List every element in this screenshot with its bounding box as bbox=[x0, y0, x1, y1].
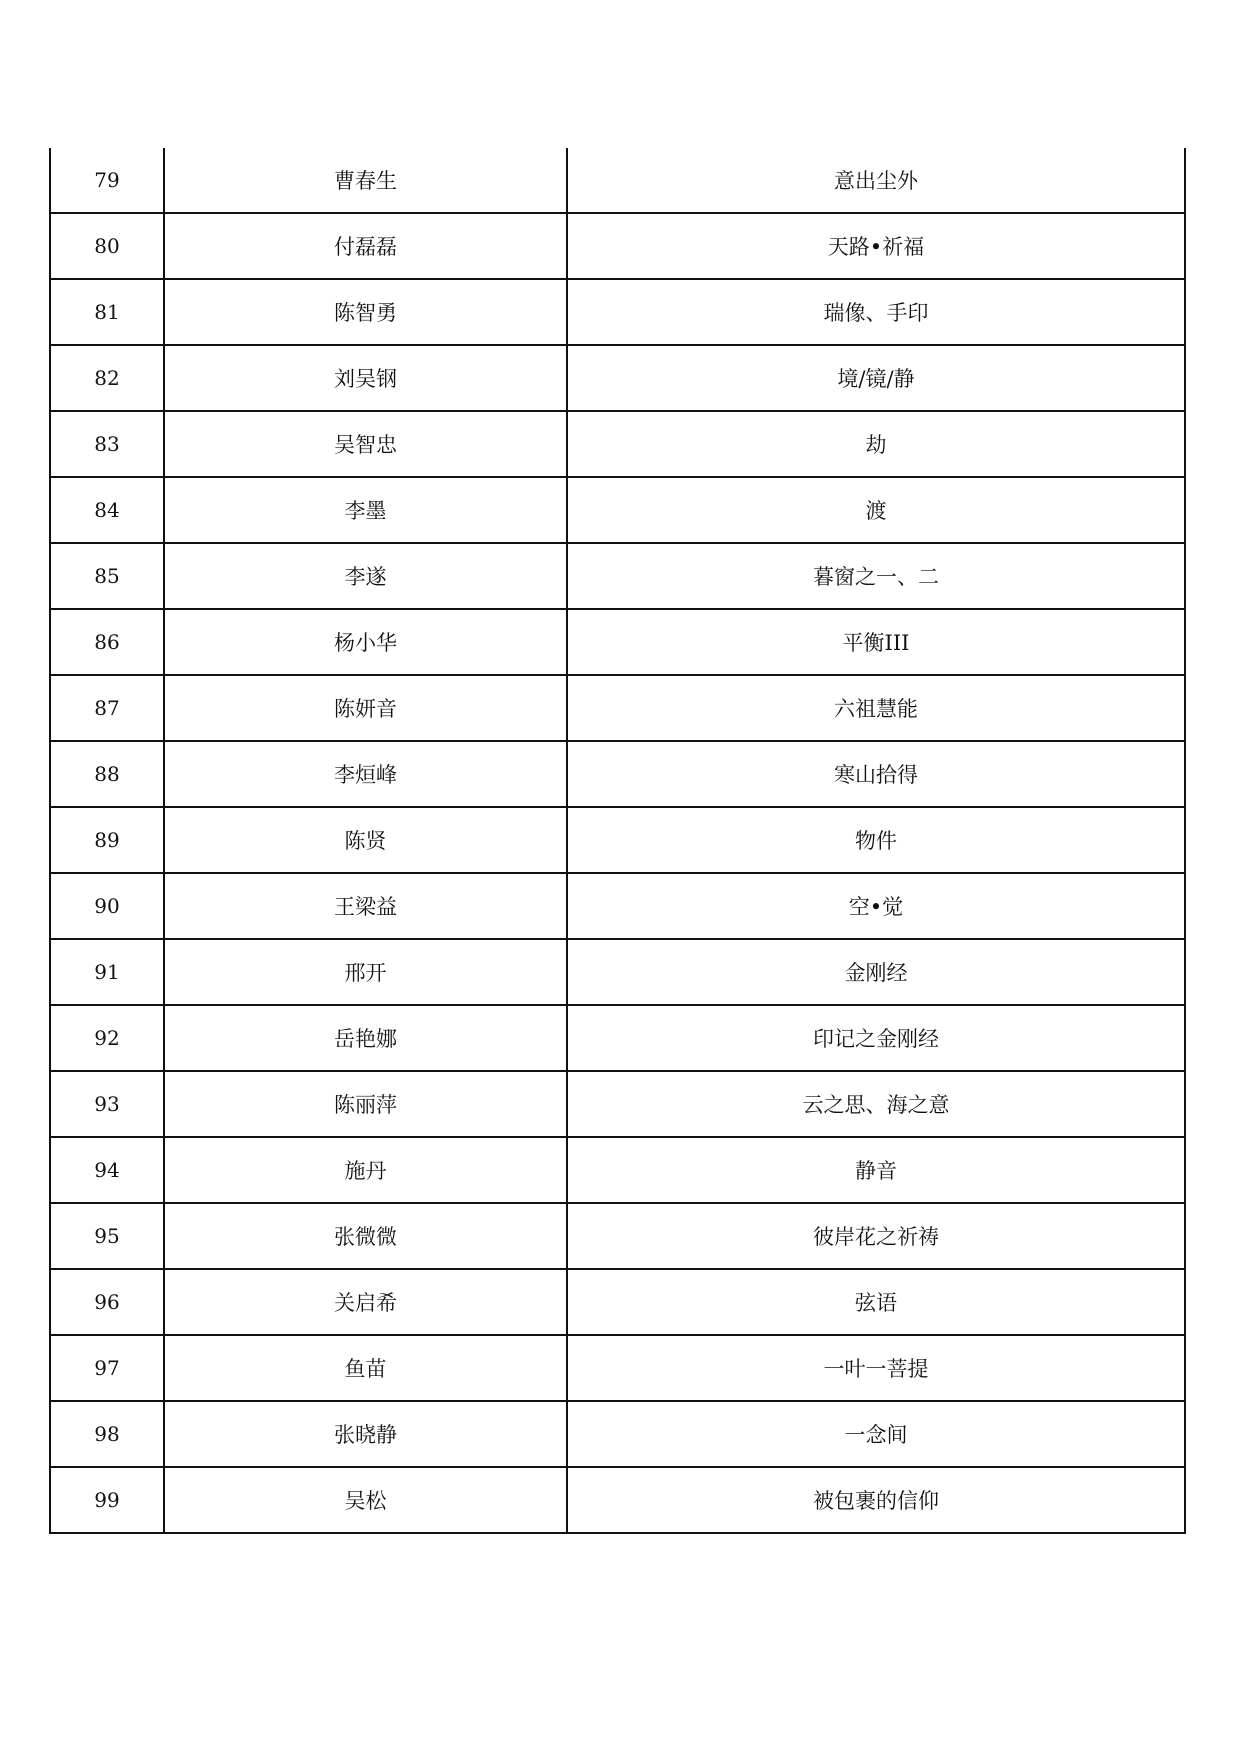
table-row bbox=[50, 411, 1185, 477]
artist-name: 付磊磊 bbox=[164, 213, 567, 279]
artist-name: 关启希 bbox=[164, 1269, 567, 1335]
table-row bbox=[50, 345, 1185, 411]
artwork-title: 境/镜/静 bbox=[567, 345, 1185, 411]
row-number: 80 bbox=[50, 213, 164, 279]
artwork-title: 被包裹的信仰 bbox=[567, 1467, 1185, 1533]
table-row bbox=[50, 1005, 1185, 1071]
row-number: 97 bbox=[50, 1335, 164, 1401]
artwork-title: 暮窗之一、二 bbox=[567, 543, 1185, 609]
artwork-title: 空•觉 bbox=[567, 873, 1185, 939]
artist-name: 王梁益 bbox=[164, 873, 567, 939]
row-number: 98 bbox=[50, 1401, 164, 1467]
row-number: 86 bbox=[50, 609, 164, 675]
artist-name: 吴松 bbox=[164, 1467, 567, 1533]
row-number: 94 bbox=[50, 1137, 164, 1203]
row-number: 88 bbox=[50, 741, 164, 807]
artist-name: 鱼苗 bbox=[164, 1335, 567, 1401]
artwork-title: 一叶一菩提 bbox=[567, 1335, 1185, 1401]
row-number: 93 bbox=[50, 1071, 164, 1137]
artwork-title: 瑞像、手印 bbox=[567, 279, 1185, 345]
artwork-title: 弦语 bbox=[567, 1269, 1185, 1335]
table-row bbox=[50, 1203, 1185, 1269]
artist-name: 杨小华 bbox=[164, 609, 567, 675]
artist-name: 李墨 bbox=[164, 477, 567, 543]
artwork-title: 金刚经 bbox=[567, 939, 1185, 1005]
table-row bbox=[50, 807, 1185, 873]
row-number: 91 bbox=[50, 939, 164, 1005]
artist-name: 陈智勇 bbox=[164, 279, 567, 345]
row-number: 87 bbox=[50, 675, 164, 741]
row-number: 81 bbox=[50, 279, 164, 345]
row-number: 96 bbox=[50, 1269, 164, 1335]
row-number: 90 bbox=[50, 873, 164, 939]
row-number: 92 bbox=[50, 1005, 164, 1071]
artist-name: 陈丽萍 bbox=[164, 1071, 567, 1137]
table-row bbox=[50, 1269, 1185, 1335]
artwork-title: 六祖慧能 bbox=[567, 675, 1185, 741]
artist-name: 李烜峰 bbox=[164, 741, 567, 807]
artist-name: 陈贤 bbox=[164, 807, 567, 873]
artwork-title: 渡 bbox=[567, 477, 1185, 543]
table-row bbox=[50, 675, 1185, 741]
table-row bbox=[50, 1071, 1185, 1137]
table-row bbox=[50, 609, 1185, 675]
artist-name: 曹春生 bbox=[164, 148, 567, 213]
table-row bbox=[50, 1401, 1185, 1467]
artwork-title: 意出尘外 bbox=[567, 148, 1185, 213]
table-row bbox=[50, 741, 1185, 807]
artist-name: 张晓静 bbox=[164, 1401, 567, 1467]
row-number: 89 bbox=[50, 807, 164, 873]
artwork-title: 寒山拾得 bbox=[567, 741, 1185, 807]
row-number: 85 bbox=[50, 543, 164, 609]
artist-name: 吴智忠 bbox=[164, 411, 567, 477]
artwork-title: 静音 bbox=[567, 1137, 1185, 1203]
row-number: 82 bbox=[50, 345, 164, 411]
row-number: 84 bbox=[50, 477, 164, 543]
table-row bbox=[50, 873, 1185, 939]
row-number: 83 bbox=[50, 411, 164, 477]
table-row bbox=[50, 1137, 1185, 1203]
artist-name: 陈妍音 bbox=[164, 675, 567, 741]
artist-name: 施丹 bbox=[164, 1137, 567, 1203]
artist-name: 刘吴钢 bbox=[164, 345, 567, 411]
row-number: 79 bbox=[50, 148, 164, 213]
table-row bbox=[50, 939, 1185, 1005]
artwork-title: 物件 bbox=[567, 807, 1185, 873]
table-row bbox=[50, 279, 1185, 345]
artwork-title: 云之思、海之意 bbox=[567, 1071, 1185, 1137]
table-row bbox=[50, 148, 1185, 213]
table-row bbox=[50, 213, 1185, 279]
artist-name: 张微微 bbox=[164, 1203, 567, 1269]
row-number: 99 bbox=[50, 1467, 164, 1533]
row-number: 95 bbox=[50, 1203, 164, 1269]
table-row bbox=[50, 1335, 1185, 1401]
artwork-title: 彼岸花之祈祷 bbox=[567, 1203, 1185, 1269]
artwork-title: 天路•祈福 bbox=[567, 213, 1185, 279]
artist-name: 李遂 bbox=[164, 543, 567, 609]
artist-name: 岳艳娜 bbox=[164, 1005, 567, 1071]
artist-name: 邢开 bbox=[164, 939, 567, 1005]
artwork-table bbox=[49, 148, 1186, 1534]
table-row bbox=[50, 1467, 1185, 1533]
table-row bbox=[50, 543, 1185, 609]
table-row bbox=[50, 477, 1185, 543]
artwork-title: 劫 bbox=[567, 411, 1185, 477]
artwork-title: 一念间 bbox=[567, 1401, 1185, 1467]
artwork-title: 印记之金刚经 bbox=[567, 1005, 1185, 1071]
artwork-title: 平衡III bbox=[567, 609, 1185, 675]
